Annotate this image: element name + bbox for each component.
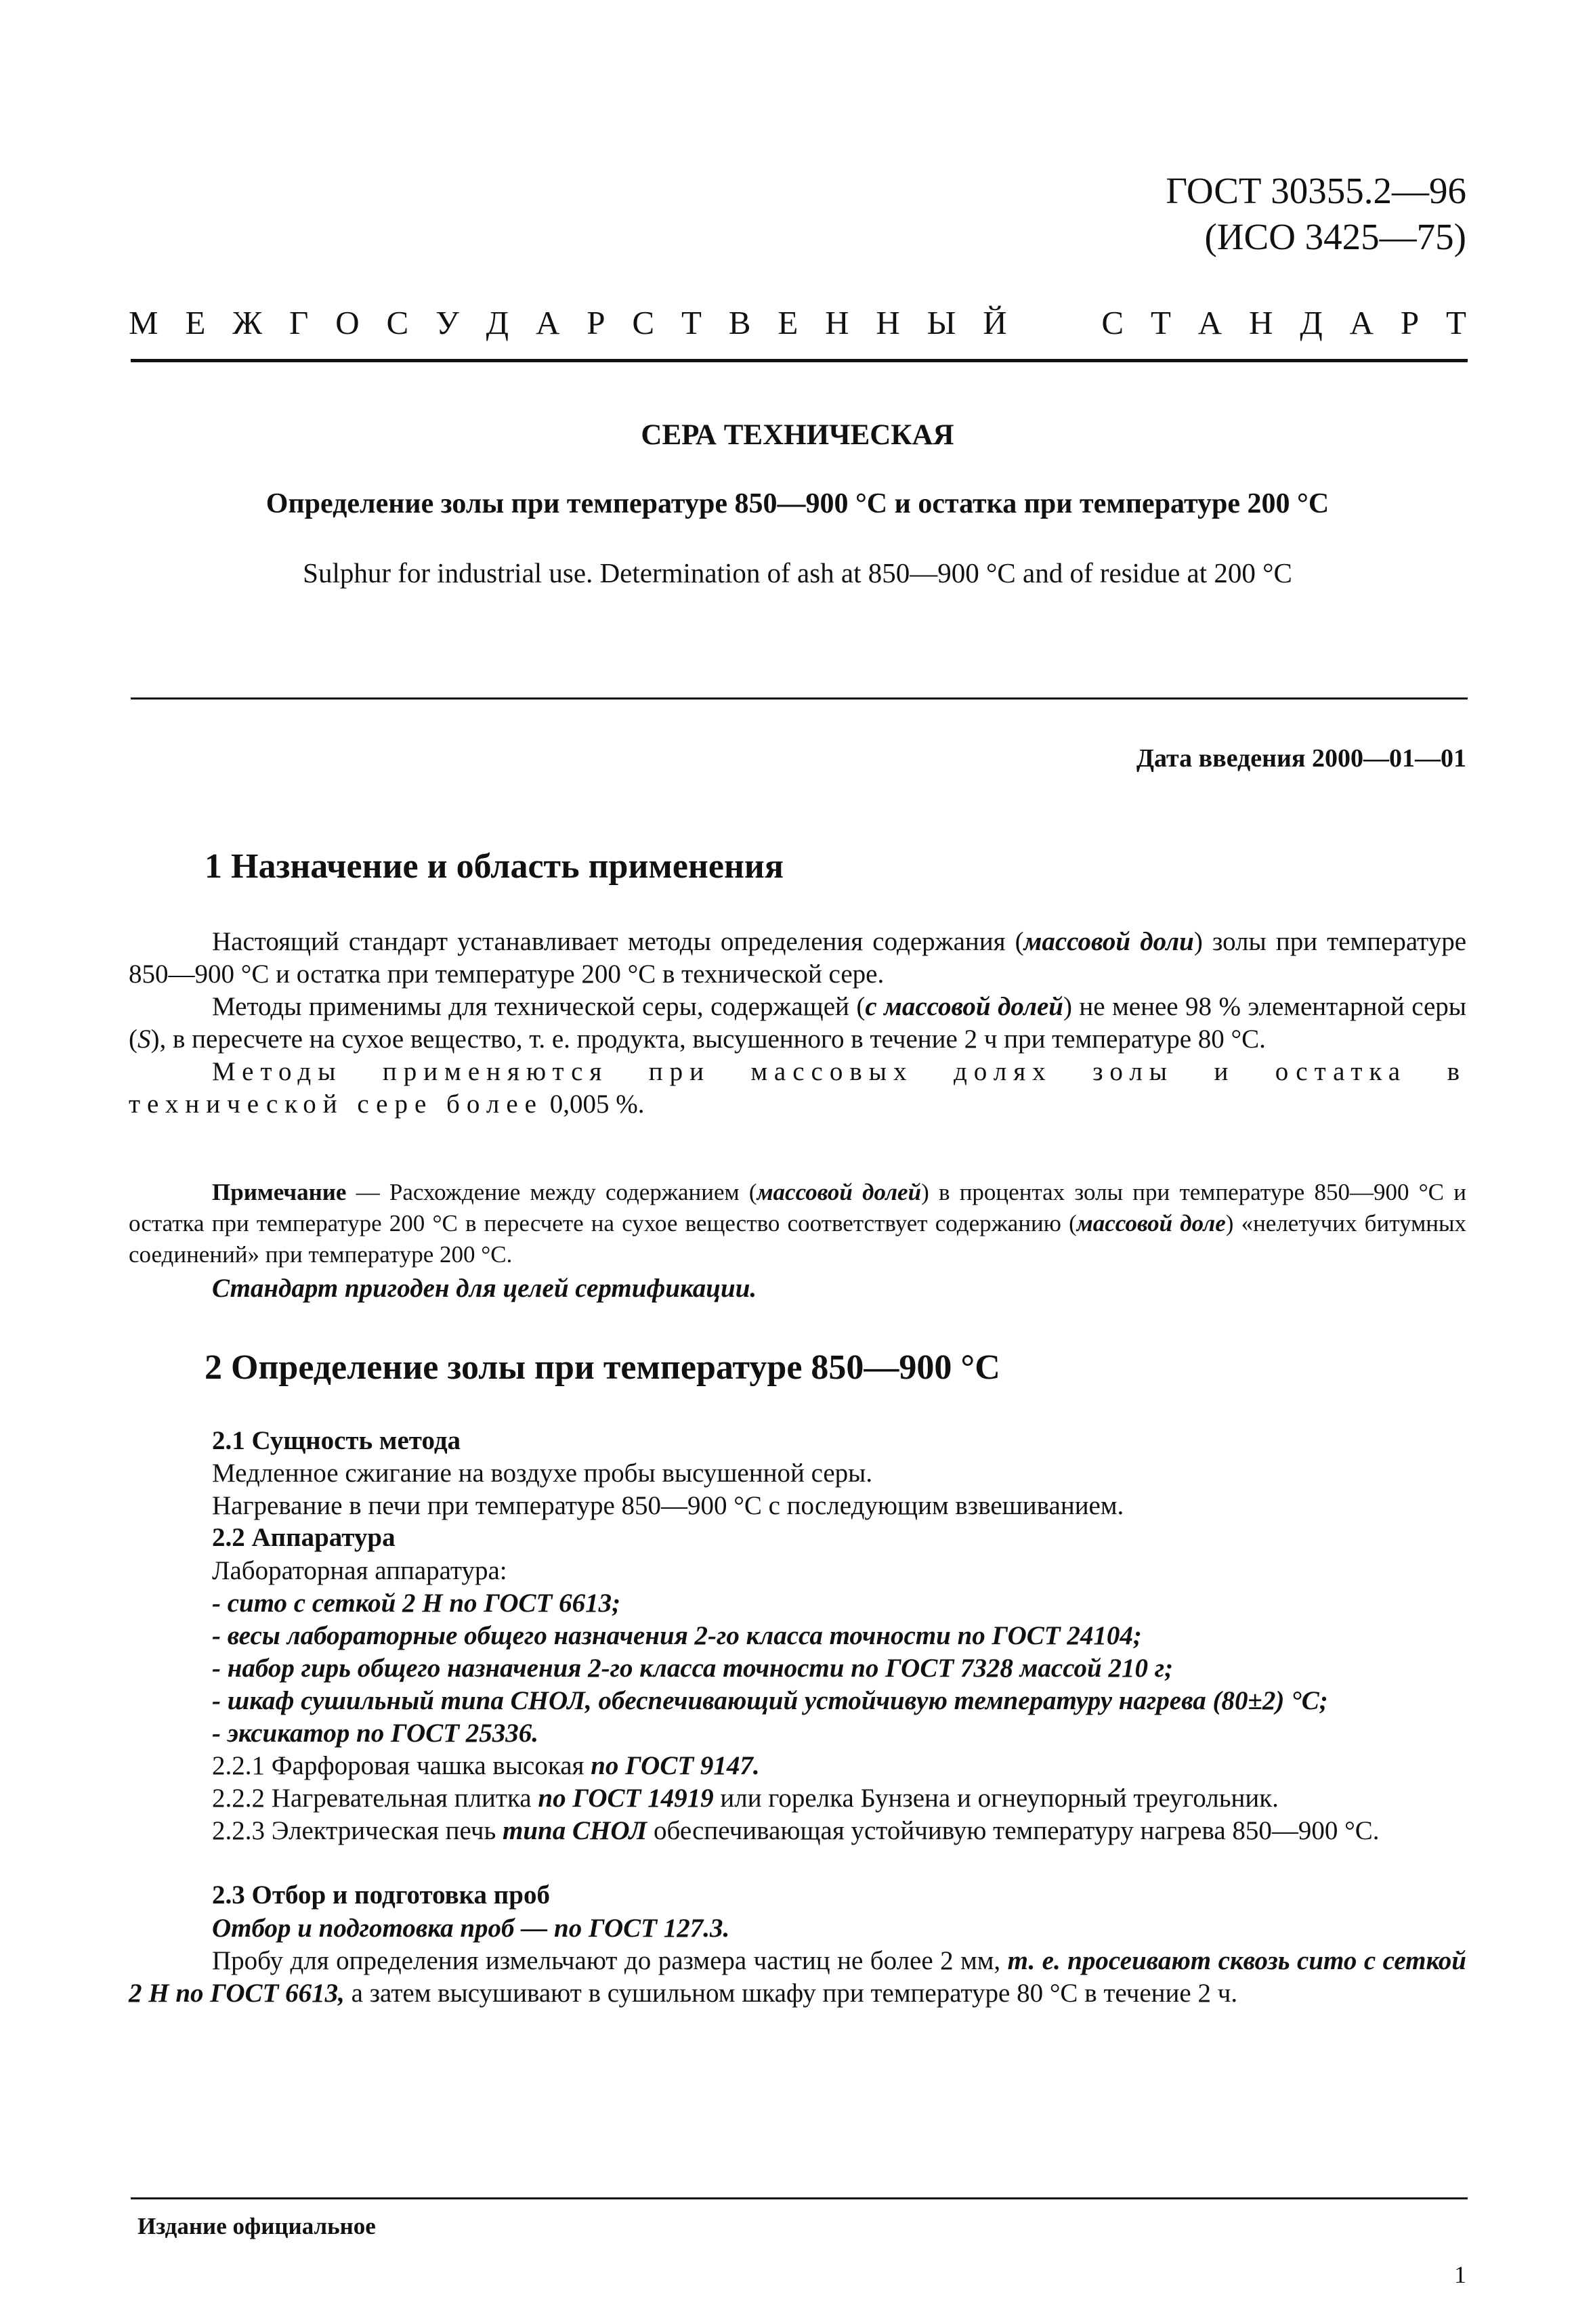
note-paragraph [129, 1177, 1466, 1270]
emphasis: S [137, 1025, 151, 1054]
text: ) в процентах золы при температуре 850—900 °С и остатка при температуре 200 °С в пересчете на сухое вещество соответствует содержанию ( [129, 1179, 1466, 1236]
text: а затем высушивают в сушильном шкафу при температуре 80 °С в течение 2 ч. [344, 1979, 1238, 2008]
paragraph [129, 926, 1466, 991]
banner-letter: Т [1150, 304, 1171, 341]
text: обеспечивающая устойчивую температуру нагрева 850—900 °С. [647, 1816, 1380, 1845]
banner-letter: У [435, 304, 459, 341]
title-rule [131, 697, 1468, 700]
text: ), в пересчете на сухое вещество, т. е. продукта, высушенного в течение 2 ч при температуре 80 °С. [150, 1025, 1266, 1054]
subsection-2-1: 2.1 Сущность метода [212, 1426, 461, 1455]
paragraph [129, 991, 1466, 1056]
apparatus-item: - шкаф сушильный типа СНОЛ, обеспечивающий устойчивую температуру нагрева (80±2) °С; [212, 1686, 1328, 1715]
apparatus-item: - эксикатор по ГОСТ 25336. [212, 1719, 539, 1748]
edition-label: Издание официальное [137, 2213, 376, 2239]
text: 0,005 %. [549, 1090, 645, 1119]
text: 2.2.3 Электрическая печь [212, 1816, 503, 1845]
emphasis: массовой доли [1023, 927, 1194, 956]
banner-letter: М [129, 304, 158, 341]
banner-rule [131, 359, 1468, 362]
line: Лабораторная аппаратура: [212, 1556, 507, 1585]
footer-rule [131, 2197, 1468, 2199]
note [129, 1177, 1466, 1270]
banner-letter: В [728, 304, 751, 341]
line: Отбор и подготовка проб — по ГОСТ 127.3. [212, 1914, 730, 1943]
apparatus-item: - сито с сеткой 2 Н по ГОСТ 6613; [212, 1589, 621, 1618]
banner-letter: А [1197, 304, 1222, 341]
banner-letter: Н [825, 304, 849, 341]
emphasis: по ГОСТ 14919 [538, 1784, 714, 1813]
text: — Расхождение между содержанием ( [346, 1179, 757, 1205]
note-label: Примечание [212, 1179, 347, 1205]
subsection-2-3: 2.3 Отбор и подготовка проб [212, 1880, 550, 1910]
emphasis: массовой доле [1076, 1210, 1226, 1236]
clause-2-2-1 [212, 1750, 1466, 1782]
paragraph [129, 1056, 1466, 1121]
text: ) не менее 98 % элементарной серы ( [129, 992, 1466, 1054]
interstate-standard-banner [129, 303, 1466, 344]
banner-letter: Р [1400, 304, 1420, 341]
banner-letter: С [632, 304, 655, 341]
banner-letter: Д [486, 304, 509, 341]
clause-2-2-2 [212, 1782, 1466, 1815]
banner-letter: Г [289, 304, 309, 341]
banner-letter: Е [185, 304, 206, 341]
banner-letter: А [535, 304, 560, 341]
text: ) «нелетучих битумных соединений» при температуре 200 °С. [129, 1210, 1466, 1268]
banner-letter: С [1101, 304, 1124, 341]
banner-letter: Е [778, 304, 799, 341]
text: Настоящий стандарт устанавливает методы определения содержания ( [212, 927, 1024, 956]
banner-letter: Т [1446, 304, 1466, 341]
certification-statement: Стандарт пригоден для целей сертификации. [212, 1274, 757, 1303]
banner-gap [1034, 303, 1075, 344]
emphasis: по ГОСТ 9147. [591, 1751, 760, 1780]
line: Нагревание в печи при температуре 850—900 °С с последующим взвешиванием. [212, 1491, 1124, 1520]
gost-number: ГОСТ 30355.2—96 [1166, 170, 1466, 211]
line: Медленное сжигание на воздухе пробы высушенной серы. [212, 1459, 873, 1488]
text: 2.2.1 Фарфоровая чашка высокая [212, 1751, 591, 1780]
banner-letter: С [386, 304, 409, 341]
emphasis: типа СНОЛ [503, 1816, 647, 1845]
banner-letter: Ж [232, 304, 263, 341]
text: или горелка Бунзена и огнеупорный треугольник. [713, 1784, 1279, 1813]
subsection-2-2: 2.2 Аппаратура [212, 1523, 396, 1552]
text: Пробу для определения измельчают до размера частиц не более 2 мм, [212, 1946, 1008, 1975]
emphasis: т. е. просеивают сквозь сито с сеткой 2 Н по ГОСТ 6613, [129, 1946, 1466, 2008]
gost-designation [992, 168, 1466, 260]
iso-number: (ИСО 3425—75) [1204, 216, 1466, 257]
section-2-heading: 2 Определение золы при температуре 850—900 °С [205, 1348, 1000, 1387]
apparatus-item: - набор гирь общего назначения 2-го класса точности по ГОСТ 7328 массой 210 г; [212, 1654, 1174, 1683]
spaced-text: Методы применяются при массовых долях золы и остатка в технической сере более [129, 1057, 1466, 1119]
document-subtitle: Определение золы при температуре 850—900 °С и остатка при температуре 200 °С [265, 488, 1330, 519]
page-number: 1 [1454, 2261, 1466, 2288]
text: Методы применимы для технической серы, содержащей ( [212, 992, 866, 1021]
text: ) золы при температуре 850—900 °С и остатка при температуре 200 °С в технической сере. [129, 927, 1467, 989]
document-title: СЕРА ТЕХНИЧЕСКАЯ [641, 419, 954, 451]
apparatus-item: - весы лабораторные общего назначения 2-го класса точности по ГОСТ 24104; [212, 1621, 1142, 1650]
banner-letter: Д [1300, 304, 1323, 341]
text: 2.2.2 Нагревательная плитка [212, 1784, 538, 1813]
clause-2-2-3 [129, 1815, 1466, 1847]
emphasis: с массовой долей [865, 992, 1063, 1021]
banner-letter: Н [1249, 304, 1273, 341]
emphasis: массовой долей [757, 1179, 922, 1205]
banner-letter: Т [681, 304, 702, 341]
banner-letter: Ы [927, 304, 956, 341]
section-1-heading: 1 Назначение и область применения [205, 847, 784, 886]
banner-letter: Н [876, 304, 900, 341]
effective-date: Дата введения 2000—01—01 [1136, 744, 1466, 773]
banner-letter: О [335, 304, 360, 341]
paragraph [129, 1945, 1466, 2010]
section-1-body [129, 926, 1466, 1121]
banner-letter: Р [587, 304, 605, 341]
banner-letter: А [1349, 304, 1374, 341]
banner-letter: Й [983, 304, 1007, 341]
english-title: Sulphur for industrial use. Determination of ash at 850—900 °C and of residue at 200 °C [303, 557, 1292, 588]
